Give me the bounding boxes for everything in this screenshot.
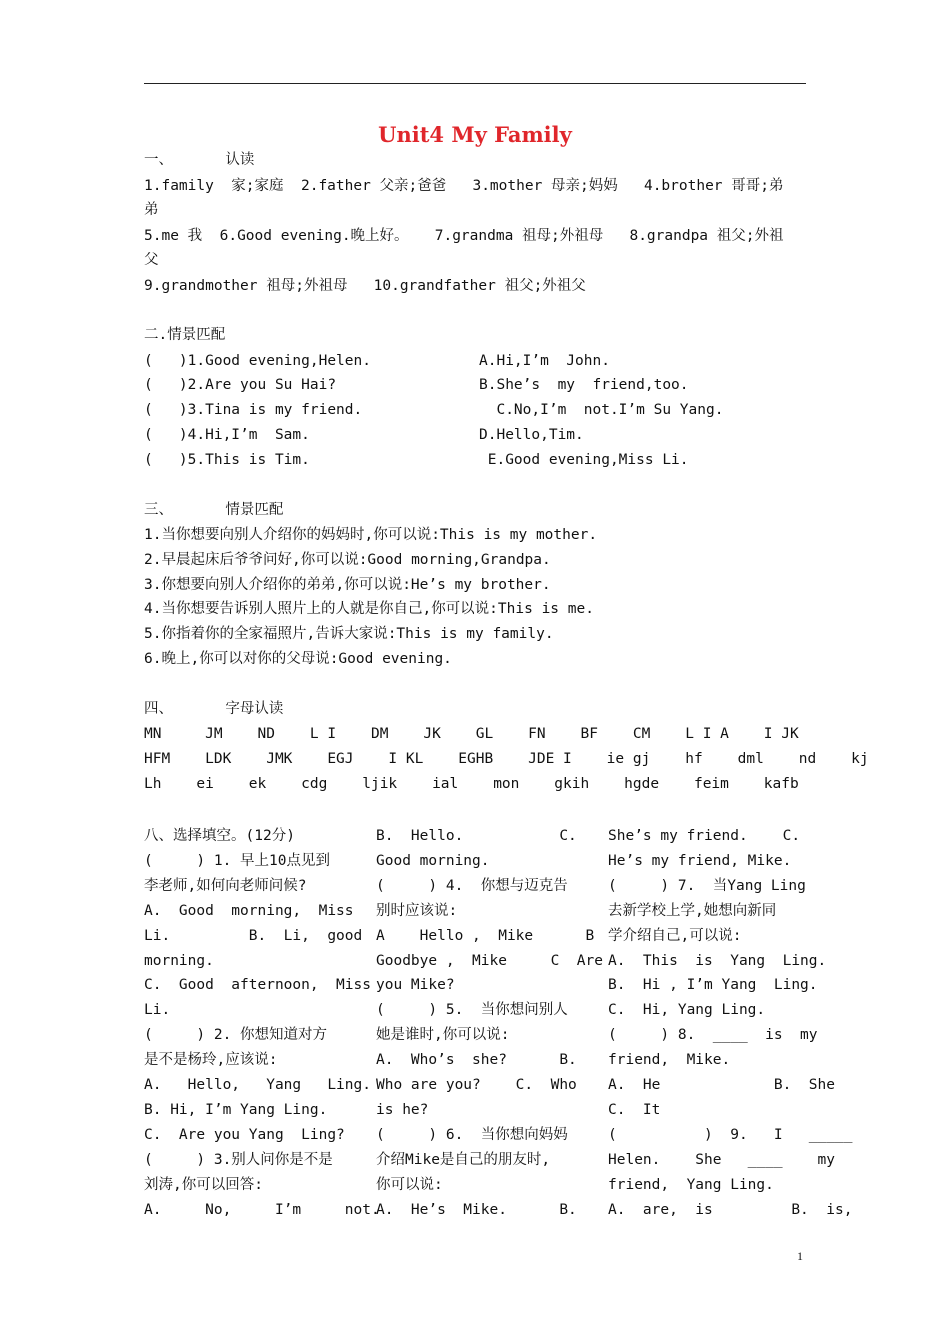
choice-column-3 [608,824,853,1223]
match-answer: C.No,I’m not.I’m Su Yang. [479,402,724,418]
column-line: friend, Mike. [608,1052,731,1069]
match-question: ( )4.Hi,I’m Sam. [144,427,310,443]
column-line: A. Hello, Yang Ling. [144,1077,371,1094]
column-line: 别时应该说: [376,902,458,919]
column-line: Goodbye , Mike C Are [376,952,603,969]
column-line: ( ) 5. 当你想问别人 [376,1002,568,1019]
column-line: A. Good morning, Miss [144,902,354,919]
page-title: Unit4 My Family [378,122,572,147]
column-line: C. Hi, Yang Ling. [608,1002,766,1019]
match-answer: D.Hello,Tim. [479,427,584,443]
match-question: ( )1.Good evening,Helen. [144,353,371,369]
column-line: ( ) 1. 早上10点见到 [144,852,330,869]
column-line: A. He B. She [608,1077,835,1094]
column-line: A. No, I’m not. [144,1201,380,1218]
column-line: Who are you? C. Who [376,1077,577,1094]
column-line: He’s my friend, Mike. [608,852,792,869]
column-line: is he? [376,1101,429,1118]
column-line: 她是谁时,你可以说: [376,1027,510,1044]
column-line: C. It [608,1101,661,1118]
column-line: 学介绍自己,可以说: [608,927,742,944]
column-line: ( ) 6. 当你想向妈妈 [376,1126,568,1143]
match-question: ( )2.Are you Su Hai? [144,377,337,393]
column-line: Li. [144,1002,171,1019]
column-line: friend, Yang Ling. [608,1176,774,1193]
column-line: Good morning. [376,852,490,869]
column-line: morning. [144,952,214,969]
column-line: 李老师,如何向老师问候? [144,877,307,894]
match-question: ( )3.Tina is my friend. [144,402,363,418]
column-line: 你可以说: [376,1176,443,1193]
column-line: ( ) 7. 当Yang Ling [608,877,806,894]
column-line: She’s my friend. C. [608,828,801,844]
section1-line: 9.grandmother 祖母;外祖母 10.grandfather 祖父;外祖父 [144,278,586,294]
column-line: 刘涛,你可以回答: [144,1176,263,1193]
column-line: ( ) 3.别人问你是不是 [144,1151,333,1168]
section8-heading: 八、选择填空。(12分) [144,828,295,844]
section1-line: 父 [144,252,159,268]
column-line: ( ) 8. ____ is my [608,1027,818,1044]
section1-line: 弟 [144,202,159,218]
choice-column-1 [144,824,380,1223]
column-line: C. Are you Yang Ling? [144,1126,345,1143]
column-line: A. are, is B. is, [608,1201,853,1218]
column-line: A Hello , Mike B [376,927,595,944]
column-line: 介绍Mike是自己的朋友时, [376,1151,551,1168]
column-line: 是不是杨玲,应该说: [144,1052,278,1069]
letter-row: MN JM ND L I DM JK GL FN BF CM L I A I JK [144,726,799,742]
header-rule [144,83,806,84]
match-question: ( )5.This is Tim. [144,452,310,468]
column-line: 去新学校上学,她想向新同 [608,902,777,919]
column-line: C. Good afternoon, Miss [144,977,371,994]
section1-line: 1.family 家;家庭 2.father 父亲;爸爸 3.mother 母亲;妈妈 4.brother 哥哥;弟 [144,178,784,194]
section1-line: 5.me 我 6.Good evening.晚上好。 7.grandma 祖母;外祖母 8.grandpa 祖父;外祖 [144,228,784,244]
section2-heading: 二.情景匹配 [144,327,226,343]
choice-column-2 [376,824,603,1223]
column-line: A. He’s Mike. B. [376,1201,577,1218]
page-number: 1 [797,1249,803,1263]
section3-line: 5.你指着你的全家福照片,告诉大家说:This is my family. [144,626,554,642]
column-line: ( ) 4. 你想与迈克告 [376,877,568,894]
section3-heading: 三、 情景匹配 [144,502,284,518]
match-answer: E.Good evening,Miss Li. [479,452,689,468]
column-line: B. Hi , I’m Yang Ling. [608,977,818,994]
section3-line: 1.当你想要向别人介绍你的妈妈时,你可以说:This is my mother. [144,527,598,543]
column-line: B. Hi, I’m Yang Ling. [144,1101,328,1118]
section3-line: 2.早晨起床后爷爷问好,你可以说:Good morning,Grandpa. [144,552,551,568]
section3-line: 6.晚上,你可以对你的父母说:Good evening. [144,651,452,667]
match-answer: A.Hi,I’m John. [479,353,610,369]
column-line: Li. B. Li, good [144,927,363,944]
column-line: A. This is Yang Ling. [608,952,827,969]
section3-line: 4.当你想要告诉别人照片上的人就是你自己,你可以说:This is me. [144,601,594,617]
column-line: A. Who’s she? B. [376,1052,577,1069]
match-answer: B.She’s my friend,too. [479,377,689,393]
column-line: B. Hello. C. [376,828,577,844]
section4-heading: 四、 字母认读 [144,701,284,717]
letter-row: HFM LDK JMK EGJ I KL EGHB JDE I ie gj hf dml nd kj [144,751,869,767]
section1-heading: 一、 认读 [144,152,255,168]
letter-row: Lh ei ek cdg ljik ial mon gkih hgde feim kafb [144,776,799,792]
column-line: Helen. She ____ my [608,1151,835,1168]
section3-line: 3.你想要向别人介绍你的弟弟,你可以说:He’s my brother. [144,577,551,593]
column-line: you Mike? [376,977,455,994]
column-line: ( ) 2. 你想知道对方 [144,1027,328,1044]
column-line: ( ) 9. I _____ [608,1126,853,1143]
